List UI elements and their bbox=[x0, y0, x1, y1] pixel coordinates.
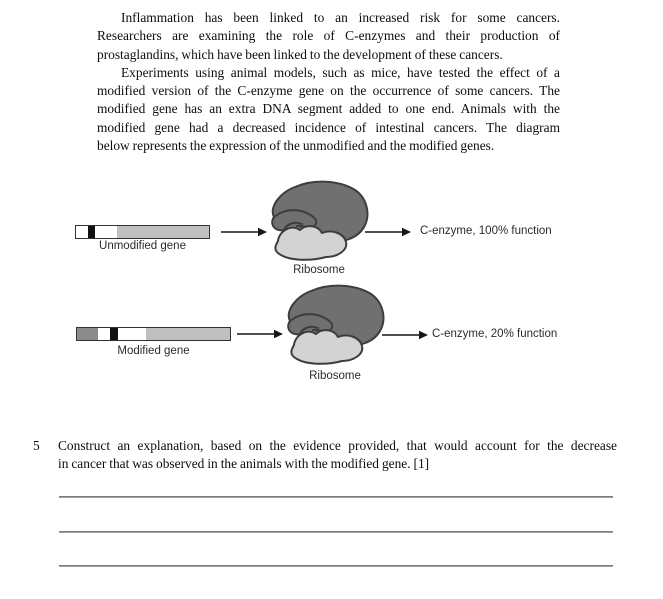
ribosome-illustration bbox=[282, 284, 388, 370]
modified-gene-label: Modified gene bbox=[117, 345, 190, 357]
answer-line bbox=[59, 531, 613, 533]
intro-line: prostaglandins, which have been linked to the development of these cancers. bbox=[97, 46, 503, 62]
intro-paragraphs bbox=[97, 9, 560, 155]
arrow-right-icon bbox=[382, 329, 428, 341]
ribosome-label: Ribosome bbox=[293, 264, 345, 276]
intro-line: modified gene had a decreased incidence of intestinal cancers. The diagram bbox=[97, 119, 560, 135]
question-line: Construct an explanation, based on the evidence provided, that would account for the decrease bbox=[58, 438, 617, 453]
gene-segment bbox=[98, 328, 110, 340]
ribosome-label: Ribosome bbox=[309, 370, 361, 382]
unmodified-gene-label: Unmodified gene bbox=[99, 240, 186, 252]
intro-line: modified gene has an extra DNA segment added to one end. Animals with the bbox=[97, 101, 560, 117]
answer-line bbox=[59, 496, 613, 498]
question-line: in cancer that was observed in the animals with the modified gene. [1] bbox=[58, 456, 430, 472]
gene-segment-marker bbox=[88, 226, 95, 238]
modified-gene-bar bbox=[76, 327, 231, 341]
unmodified-gene-bar bbox=[75, 225, 210, 239]
gene-segment-marker bbox=[110, 328, 118, 340]
c-enzyme-100-label: C-enzyme, 100% function bbox=[420, 225, 552, 237]
arrow-right-icon bbox=[365, 226, 411, 238]
arrow-right-icon bbox=[237, 328, 283, 340]
answer-line bbox=[59, 565, 613, 567]
question-text bbox=[58, 437, 617, 474]
question-number: 5 bbox=[33, 438, 40, 453]
gene-segment bbox=[76, 226, 88, 238]
arrow-right-icon bbox=[221, 226, 267, 238]
gene-segment-body bbox=[146, 328, 230, 340]
intro-line: Experiments using animal models, such as mice, have tested the effect of a bbox=[121, 64, 560, 80]
intro-line: Researchers are examining the role of C-enzymes and their production of bbox=[97, 28, 560, 44]
gene-segment bbox=[95, 226, 117, 238]
gene-segment-extra-dna bbox=[77, 328, 98, 340]
intro-line: below represents the expression of the unmodified and the modified genes. bbox=[97, 138, 495, 154]
intro-line: Inflammation has been linked to an increased risk for some cancers. bbox=[121, 10, 560, 25]
c-enzyme-20-label: C-enzyme, 20% function bbox=[432, 328, 558, 340]
gene-segment-body bbox=[117, 226, 209, 238]
gene-segment bbox=[118, 328, 146, 340]
intro-line: modified version of the C-enzyme gene on the occurrence of some cancers. The bbox=[97, 83, 560, 99]
ribosome-illustration bbox=[266, 180, 372, 266]
